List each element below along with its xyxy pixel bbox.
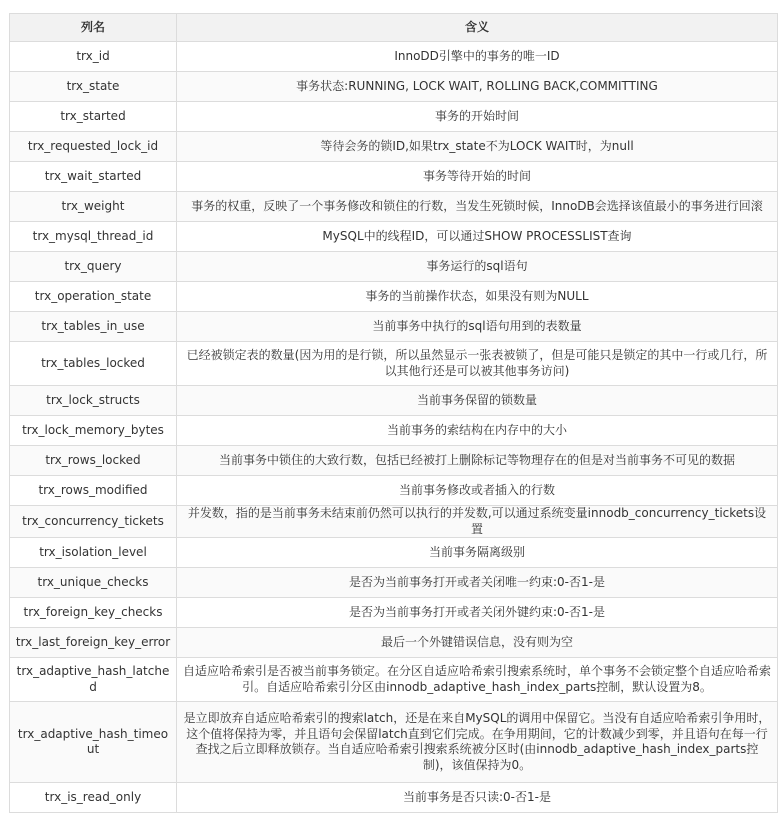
table-row [10,658,778,702]
table-row [10,476,778,506]
table-row [10,628,778,658]
table-row [10,72,778,102]
table-row [10,783,778,813]
table-row [10,282,778,312]
meaning-cell: 已经被锁定表的数量(因为用的是行锁，所以虽然显示一张表被锁了，但是可能只是锁定的其中一行或几行，所以其他行还是可以被其他事务访问) [177,342,778,386]
meaning-cell: 自适应哈希索引是否被当前事务锁定。在分区自适应哈希索引搜索系统时，单个事务不会锁定整个自适应哈希索引。自适应哈希索引分区由innodb_adaptive_hash_index_parts控制，默认设置为8。 [177,658,778,702]
column-name-cell: trx_weight [10,192,177,222]
column-name-cell: trx_last_foreign_key_error [10,628,177,658]
meaning-cell: 并发数，指的是当前事务未结束前仍然可以执行的并发数,可以通过系统变量innodb_concurrency_tickets设置 [177,506,778,538]
meaning-cell: MySQL中的线程ID，可以通过SHOW PROCESSLIST查询 [177,222,778,252]
meaning-cell: 事务运行的sql语句 [177,252,778,282]
column-name-cell: trx_unique_checks [10,568,177,598]
table-row [10,312,778,342]
meaning-cell: 当前事务修改或者插入的行数 [177,476,778,506]
meaning-cell: 当前事务保留的锁数量 [177,386,778,416]
column-name-cell: trx_adaptive_hash_timeout [10,702,177,783]
table-row [10,102,778,132]
table-row [10,702,778,783]
table-row [10,132,778,162]
meaning-cell: 是否为当前事务打开或者关闭唯一约束:0-否1-是 [177,568,778,598]
meaning-cell: 当前事务的索结构在内存中的大小 [177,416,778,446]
table-row [10,192,778,222]
meaning-cell: InnoDD引擎中的事务的唯一ID [177,42,778,72]
column-name-cell: trx_id [10,42,177,72]
table-row [10,162,778,192]
table-row [10,416,778,446]
meaning-cell: 是立即放弃自适应哈希索引的搜索latch，还是在来自MySQL的调用中保留它。当没有自适应哈希索引争用时，这个值将保持为零，并且语句会保留latch直到它们完成。在争用期间，它的计数减少到零，并且语句在每一行查找之后立即释放锁存。当自适应哈希索引搜索系统被分区时(由innodb_adaptive_hash_index_parts控制)，该值保持为0。 [177,702,778,783]
column-name-cell: trx_operation_state [10,282,177,312]
meaning-cell: 事务状态:RUNNING, LOCK WAIT, ROLLING BACK,COMMITTING [177,72,778,102]
table-row [10,222,778,252]
header-column-name: 列名 [10,14,177,42]
header-meaning: 含义 [177,14,778,42]
table-row [10,598,778,628]
column-name-cell: trx_mysql_thread_id [10,222,177,252]
column-name-cell: trx_lock_memory_bytes [10,416,177,446]
table-row [10,42,778,72]
meaning-cell: 事务的当前操作状态，如果没有则为NULL [177,282,778,312]
column-name-cell: trx_adaptive_hash_latched [10,658,177,702]
column-name-cell: trx_concurrency_tickets [10,506,177,538]
meaning-cell: 事务的权重，反映了一个事务修改和锁住的行数，当发生死锁时候，InnoDB会选择该值最小的事务进行回滚 [177,192,778,222]
column-name-cell: trx_tables_locked [10,342,177,386]
table-container [9,13,777,813]
table-row [10,342,778,386]
meaning-cell: 事务的开始时间 [177,102,778,132]
column-name-cell: trx_rows_locked [10,446,177,476]
table-row [10,506,778,538]
trx-columns-table [9,13,778,813]
table-header-row [10,14,778,42]
column-name-cell: trx_isolation_level [10,538,177,568]
column-name-cell: trx_lock_structs [10,386,177,416]
table-row [10,252,778,282]
column-name-cell: trx_state [10,72,177,102]
meaning-cell: 当前事务是否只读:0-否1-是 [177,783,778,813]
meaning-cell: 当前事务中锁住的大致行数，包括已经被打上删除标记等物理存在的但是对当前事务不可见的数据 [177,446,778,476]
table-row [10,568,778,598]
column-name-cell: trx_is_read_only [10,783,177,813]
column-name-cell: trx_query [10,252,177,282]
meaning-cell: 最后一个外键错误信息，没有则为空 [177,628,778,658]
column-name-cell: trx_foreign_key_checks [10,598,177,628]
column-name-cell: trx_started [10,102,177,132]
column-name-cell: trx_wait_started [10,162,177,192]
column-name-cell: trx_requested_lock_id [10,132,177,162]
table-row [10,538,778,568]
meaning-cell: 当前事务隔离级别 [177,538,778,568]
table-row [10,386,778,416]
meaning-cell: 事务等待开始的时间 [177,162,778,192]
meaning-cell: 是否为当前事务打开或者关闭外键约束:0-否1-是 [177,598,778,628]
meaning-cell: 等待会务的锁ID,如果trx_state不为LOCK WAIT时，为null [177,132,778,162]
column-name-cell: trx_tables_in_use [10,312,177,342]
column-name-cell: trx_rows_modified [10,476,177,506]
meaning-cell: 当前事务中执行的sql语句用到的表数量 [177,312,778,342]
table-row [10,446,778,476]
